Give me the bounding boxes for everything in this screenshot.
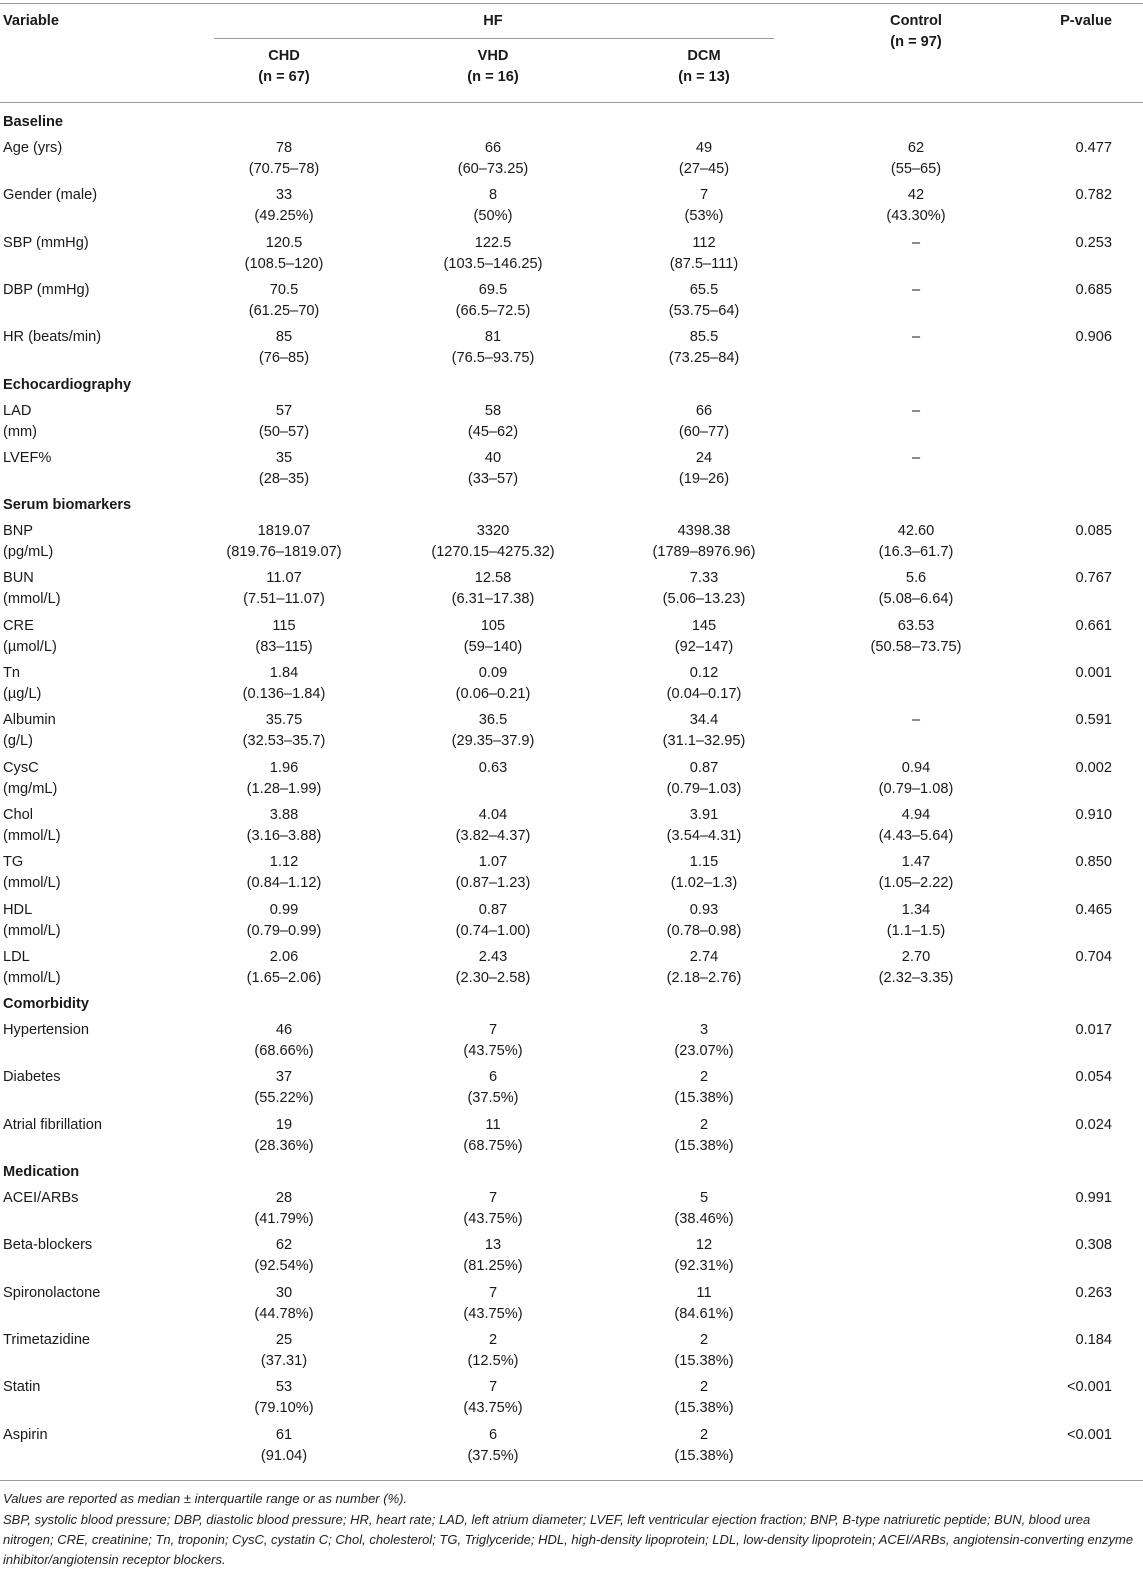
row-unit-label: (mg/mL) bbox=[3, 780, 58, 797]
cell-pvalue: 0.253 bbox=[1075, 234, 1112, 251]
cell-ctl-range: (50.58–73.75) bbox=[870, 638, 962, 655]
row-label: Tn bbox=[3, 665, 21, 681]
row-label: Gender (male) bbox=[3, 187, 98, 204]
cell-dcm-value: 11 bbox=[696, 1284, 712, 1301]
cell-pvalue: 0.263 bbox=[1075, 1284, 1112, 1301]
top-rule bbox=[0, 3, 1143, 4]
cell-dcm-range: (3.54–4.31) bbox=[666, 827, 742, 844]
cell-vhd-value: 7 bbox=[488, 1190, 498, 1206]
cell-dcm-value: 0.87 bbox=[689, 759, 719, 776]
cell-dcm-value: 2 bbox=[699, 1426, 709, 1443]
row-unit-label: (mmol/L) bbox=[3, 827, 61, 844]
cell-pvalue: 0.782 bbox=[1075, 187, 1112, 204]
row-label: ACEI/ARBs bbox=[3, 1190, 79, 1206]
cell-chd-range: (91.04) bbox=[260, 1447, 308, 1464]
cell-dcm-range: (38.46%) bbox=[674, 1211, 734, 1227]
cell-chd-value: 28 bbox=[275, 1190, 293, 1206]
row-label: Atrial fibrillation bbox=[3, 1116, 102, 1133]
cell-dcm-range: (19–26) bbox=[678, 470, 730, 487]
cell-dcm-range: (15.38%) bbox=[674, 1447, 734, 1464]
cell-chd-range: (108.5–120) bbox=[244, 255, 324, 272]
cell-chd-value: 25 bbox=[275, 1331, 293, 1348]
cell-chd-range: (70.75–78) bbox=[248, 161, 320, 177]
cell-chd-range: (7.51–11.07) bbox=[243, 591, 325, 608]
cell-dcm-value: 2.74 bbox=[689, 948, 719, 965]
cell-pvalue: 0.054 bbox=[1075, 1069, 1112, 1086]
cell-vhd-value: 7 bbox=[488, 1022, 498, 1039]
cell-vhd-range: (103.5–146.25) bbox=[443, 255, 543, 272]
cell-chd-value: 85 bbox=[275, 329, 293, 346]
cell-dcm-value: 66 bbox=[695, 402, 713, 419]
cell-vhd-range: (60–73.25) bbox=[457, 161, 529, 177]
cell-dcm-range: (53.75–64) bbox=[668, 302, 740, 319]
cell-ctl-value: 1.47 bbox=[901, 854, 931, 871]
cell-dcm-range: (0.79–1.03) bbox=[666, 780, 742, 797]
cell-pvalue: 0.308 bbox=[1075, 1237, 1112, 1254]
cell-chd-value: 78 bbox=[275, 140, 293, 156]
cell-ctl-value: – bbox=[911, 712, 921, 729]
row-unit-label: (pg/mL) bbox=[3, 544, 54, 561]
cell-chd-value: 30 bbox=[275, 1284, 293, 1301]
cell-dcm-range: (27–45) bbox=[678, 161, 730, 177]
cell-ctl-range: (0.79–1.08) bbox=[878, 780, 954, 797]
cell-dcm-value: 0.12 bbox=[689, 665, 719, 681]
cell-vhd-value: 6 bbox=[488, 1069, 498, 1086]
row-label: Chol bbox=[3, 806, 34, 823]
cell-vhd-value: 105 bbox=[480, 617, 506, 634]
cell-vhd-value: 0.09 bbox=[478, 665, 508, 681]
cell-chd-value: 120.5 bbox=[265, 234, 303, 251]
cell-vhd-value: 6 bbox=[488, 1426, 498, 1443]
section-heading: Baseline bbox=[3, 114, 64, 130]
row-unit-label: (mmol/L) bbox=[3, 922, 61, 939]
cell-chd-range: (61.25–70) bbox=[248, 302, 320, 319]
cell-chd-value: 1.96 bbox=[269, 759, 299, 776]
cell-dcm-range: (23.07%) bbox=[674, 1043, 734, 1060]
cell-dcm-range: (53%) bbox=[684, 208, 724, 225]
row-label: SBP (mmHg) bbox=[3, 234, 89, 251]
cell-chd-value: 19 bbox=[275, 1116, 293, 1133]
cell-dcm-range: (87.5–111) bbox=[669, 255, 739, 272]
cell-dcm-value: 4398.38 bbox=[677, 523, 731, 540]
cell-ctl-value: 42 bbox=[907, 187, 925, 204]
cell-pvalue: 0.591 bbox=[1075, 712, 1112, 729]
cell-ctl-value: 1.34 bbox=[901, 901, 931, 918]
cell-chd-range: (50–57) bbox=[258, 423, 310, 440]
cell-vhd-range: (43.75%) bbox=[463, 1400, 523, 1417]
row-unit-label: (g/L) bbox=[3, 733, 34, 750]
cell-ctl-value: 5.6 bbox=[905, 570, 927, 587]
row-label: DBP (mmHg) bbox=[3, 281, 90, 298]
cell-chd-range: (32.53–35.7) bbox=[242, 733, 326, 750]
cell-pvalue: 0.704 bbox=[1075, 948, 1112, 965]
cell-chd-range: (0.79–0.99) bbox=[246, 922, 322, 939]
cell-dcm-range: (1789–8976.96) bbox=[652, 544, 756, 561]
cell-dcm-value: 7.33 bbox=[689, 570, 719, 587]
row-unit-label: (µmol/L) bbox=[3, 638, 57, 655]
cell-chd-range: (28–35) bbox=[258, 470, 310, 487]
cell-dcm-range: (92–147) bbox=[674, 638, 734, 655]
cell-vhd-range: (0.06–0.21) bbox=[455, 686, 531, 702]
cell-chd-range: (44.78%) bbox=[254, 1305, 314, 1322]
row-label: Albumin bbox=[3, 712, 56, 729]
cell-vhd-value: 3320 bbox=[476, 523, 510, 540]
header-dcm-n: (n = 13) bbox=[678, 69, 730, 85]
row-label: CRE bbox=[3, 617, 34, 634]
cell-vhd-range: (6.31–17.38) bbox=[451, 591, 535, 608]
header-chd: CHD bbox=[268, 48, 300, 64]
cell-chd-value: 115 bbox=[272, 617, 296, 634]
cell-dcm-range: (73.25–84) bbox=[668, 350, 740, 367]
cell-chd-range: (41.79%) bbox=[254, 1211, 314, 1227]
cell-dcm-range: (84.61%) bbox=[674, 1305, 734, 1322]
row-unit-label: (mm) bbox=[3, 423, 38, 440]
cell-chd-range: (49.25%) bbox=[254, 208, 314, 225]
cell-dcm-range: (2.18–2.76) bbox=[666, 969, 742, 986]
cell-dcm-value: 7 bbox=[699, 187, 709, 204]
cell-chd-range: (79.10%) bbox=[254, 1400, 314, 1417]
cell-vhd-range: (68.75%) bbox=[463, 1137, 523, 1154]
cell-ctl-value: 4.94 bbox=[901, 806, 931, 823]
cell-vhd-value: 0.87 bbox=[478, 901, 508, 918]
cell-pvalue: 0.024 bbox=[1075, 1116, 1112, 1133]
cell-dcm-range: (15.38%) bbox=[674, 1137, 734, 1154]
section-heading: Medication bbox=[3, 1164, 80, 1180]
cell-pvalue: <0.001 bbox=[1066, 1379, 1112, 1396]
cell-vhd-range: (59–140) bbox=[463, 638, 523, 655]
cell-vhd-value: 7 bbox=[488, 1379, 498, 1396]
cell-pvalue: 0.477 bbox=[1075, 140, 1112, 156]
cell-chd-value: 1819.07 bbox=[257, 523, 311, 540]
cell-vhd-value: 8 bbox=[488, 187, 498, 204]
cell-dcm-value: 2 bbox=[699, 1069, 709, 1086]
cell-dcm-range: (15.38%) bbox=[674, 1352, 734, 1369]
cell-ctl-value: 63.53 bbox=[897, 617, 935, 634]
cell-chd-range: (819.76–1819.07) bbox=[226, 544, 342, 561]
cell-pvalue: 0.001 bbox=[1075, 665, 1112, 681]
cell-pvalue: 0.661 bbox=[1075, 617, 1112, 634]
cell-ctl-value: – bbox=[911, 281, 921, 298]
cell-vhd-range: (43.75%) bbox=[463, 1305, 523, 1322]
cell-ctl-range: (43.30%) bbox=[886, 208, 946, 225]
row-label: HR (beats/min) bbox=[3, 329, 102, 346]
header-bottom-rule bbox=[0, 102, 1143, 103]
hf-group-rule bbox=[214, 38, 774, 39]
cell-pvalue: 0.991 bbox=[1075, 1190, 1112, 1206]
cell-chd-value: 53 bbox=[275, 1379, 293, 1396]
cell-chd-value: 1.12 bbox=[269, 854, 299, 871]
cell-vhd-value: 11 bbox=[485, 1116, 501, 1133]
cell-vhd-range: (12.5%) bbox=[467, 1352, 519, 1369]
cell-vhd-range: (81.25%) bbox=[463, 1258, 523, 1275]
cell-ctl-value: – bbox=[911, 329, 921, 346]
row-label: Statin bbox=[3, 1379, 41, 1396]
row-unit-label: (µg/L) bbox=[3, 686, 42, 702]
cell-dcm-range: (1.02–1.3) bbox=[670, 875, 738, 892]
cell-dcm-range: (5.06–13.23) bbox=[662, 591, 746, 608]
bottom-rule bbox=[0, 1480, 1143, 1481]
cell-ctl-value: 42.60 bbox=[897, 523, 935, 540]
row-label: Diabetes bbox=[3, 1069, 61, 1086]
cell-vhd-value: 1.07 bbox=[478, 854, 508, 871]
section-heading: Serum biomarkers bbox=[3, 497, 132, 514]
cell-vhd-value: 2 bbox=[488, 1331, 498, 1348]
row-label: BNP bbox=[3, 523, 34, 540]
cell-chd-value: 0.99 bbox=[269, 901, 299, 918]
cell-dcm-value: 3 bbox=[699, 1022, 709, 1039]
cell-dcm-value: 2 bbox=[699, 1116, 709, 1133]
row-label: Beta-blockers bbox=[3, 1237, 93, 1254]
cell-chd-range: (0.84–1.12) bbox=[246, 875, 322, 892]
cell-chd-value: 35 bbox=[275, 449, 293, 466]
cell-pvalue: <0.001 bbox=[1066, 1426, 1112, 1443]
cell-dcm-value: 5 bbox=[699, 1190, 709, 1206]
cell-pvalue: 0.465 bbox=[1075, 901, 1112, 918]
cell-pvalue: 0.002 bbox=[1075, 759, 1112, 776]
cell-vhd-range: (2.30–2.58) bbox=[455, 969, 531, 986]
cell-vhd-value: 66 bbox=[484, 140, 502, 156]
cell-ctl-value: 2.70 bbox=[901, 948, 931, 965]
cell-vhd-value: 0.63 bbox=[478, 759, 508, 776]
header-control-n: (n = 97) bbox=[890, 34, 942, 50]
row-label: Hypertension bbox=[3, 1022, 89, 1039]
cell-pvalue: 0.906 bbox=[1075, 329, 1112, 346]
cell-chd-value: 61 bbox=[275, 1426, 293, 1443]
cell-vhd-value: 4.04 bbox=[478, 806, 508, 823]
cell-chd-value: 62 bbox=[275, 1237, 293, 1254]
cell-pvalue: 0.685 bbox=[1075, 281, 1112, 298]
cell-chd-value: 11.07 bbox=[266, 570, 302, 587]
cell-vhd-range: (76.5–93.75) bbox=[451, 350, 535, 367]
cell-chd-value: 1.84 bbox=[269, 665, 299, 681]
cell-vhd-range: (66.5–72.5) bbox=[455, 302, 531, 319]
cell-vhd-value: 122.5 bbox=[474, 234, 512, 251]
cell-chd-range: (92.54%) bbox=[254, 1258, 314, 1275]
cell-pvalue: 0.017 bbox=[1075, 1022, 1112, 1039]
cell-vhd-range: (37.5%) bbox=[467, 1447, 519, 1464]
cell-chd-range: (1.65–2.06) bbox=[246, 969, 322, 986]
cell-vhd-range: (43.75%) bbox=[463, 1211, 523, 1227]
cell-dcm-range: (60–77) bbox=[678, 423, 730, 440]
cell-dcm-range: (15.38%) bbox=[674, 1090, 734, 1107]
cell-vhd-value: 7 bbox=[488, 1284, 498, 1301]
cell-chd-value: 33 bbox=[275, 187, 293, 204]
cell-dcm-range: (92.31%) bbox=[674, 1258, 734, 1275]
cell-vhd-range: (50%) bbox=[473, 208, 513, 225]
cell-dcm-value: 2 bbox=[699, 1379, 709, 1396]
row-label: LVEF% bbox=[3, 449, 52, 466]
cell-chd-range: (68.66%) bbox=[254, 1043, 314, 1060]
cell-pvalue: 0.910 bbox=[1075, 806, 1112, 823]
row-label: HDL bbox=[3, 901, 33, 918]
cell-vhd-value: 12.58 bbox=[474, 570, 512, 587]
cell-ctl-range: (5.08–6.64) bbox=[878, 591, 954, 608]
cell-dcm-value: 49 bbox=[695, 140, 713, 156]
header-hf-group: HF bbox=[483, 13, 503, 29]
header-dcm: DCM bbox=[687, 48, 721, 64]
row-label: Trimetazidine bbox=[3, 1331, 91, 1348]
cell-dcm-range: (31.1–32.95) bbox=[662, 733, 746, 750]
cell-vhd-value: 81 bbox=[484, 329, 502, 346]
cell-ctl-value: – bbox=[911, 402, 921, 419]
header-control: Control bbox=[890, 13, 942, 29]
cell-vhd-range: (33–57) bbox=[467, 470, 519, 487]
cell-pvalue: 0.767 bbox=[1075, 570, 1112, 587]
section-heading: Comorbidity bbox=[3, 996, 89, 1013]
header-vhd: VHD bbox=[477, 48, 509, 64]
cell-chd-value: 57 bbox=[275, 402, 293, 419]
cell-ctl-value: 0.94 bbox=[901, 759, 931, 776]
cell-dcm-value: 12 bbox=[695, 1237, 713, 1254]
cell-chd-range: (3.16–3.88) bbox=[246, 827, 322, 844]
cell-chd-value: 46 bbox=[275, 1022, 293, 1039]
row-unit-label: (mmol/L) bbox=[3, 591, 61, 608]
cell-vhd-range: (1270.15–4275.32) bbox=[431, 544, 555, 561]
cell-vhd-range: (45–62) bbox=[467, 423, 519, 440]
cell-chd-range: (83–115) bbox=[255, 638, 313, 655]
cell-ctl-range: (4.43–5.64) bbox=[878, 827, 954, 844]
row-label: CysC bbox=[3, 759, 39, 776]
cell-vhd-value: 58 bbox=[484, 402, 502, 419]
cell-vhd-range: (3.82–4.37) bbox=[455, 827, 531, 844]
cell-ctl-value: 62 bbox=[907, 140, 925, 156]
cell-vhd-value: 40 bbox=[484, 449, 502, 466]
row-label: Aspirin bbox=[3, 1426, 48, 1443]
cell-dcm-range: (15.38%) bbox=[674, 1400, 734, 1417]
cell-ctl-range: (2.32–3.35) bbox=[878, 969, 954, 986]
cell-dcm-value: 0.93 bbox=[689, 901, 719, 918]
cell-dcm-value: 24 bbox=[695, 449, 713, 466]
cell-chd-range: (28.36%) bbox=[254, 1137, 314, 1154]
cell-dcm-value: 34.4 bbox=[689, 712, 719, 729]
cell-ctl-value: – bbox=[911, 449, 921, 466]
cell-dcm-value: 1.15 bbox=[689, 854, 719, 871]
row-unit-label: (mmol/L) bbox=[3, 875, 61, 892]
row-label: LDL bbox=[3, 948, 30, 965]
cell-dcm-value: 3.91 bbox=[689, 806, 719, 823]
row-label: TG bbox=[3, 854, 24, 871]
cell-pvalue: 0.184 bbox=[1075, 1331, 1112, 1348]
cell-vhd-value: 69.5 bbox=[478, 281, 508, 298]
cell-dcm-value: 112 bbox=[692, 234, 716, 251]
cell-vhd-range: (43.75%) bbox=[463, 1043, 523, 1060]
footnote-abbreviations: SBP, systolic blood pressure; DBP, diastolic blood pressure; HR, heart rate; LAD, left atrium diameter; LVEF, left ventricular ejection fraction; BNP, B-type natriuretic peptide; BUN, blood urea nitrogen; CRE, creatinine; Tn, troponin; CysC, cystatin C; Chol, cholesterol; TG, Triglyceride; HDL, high-density lipoprotein; LDL, low-density lipoprotein; ACEI/ARBs, angiotensin-converting enzyme inhibitor/angiotensin receptor blockers. bbox=[3, 1511, 1134, 1567]
cell-chd-value: 70.5 bbox=[269, 281, 299, 298]
cell-dcm-range: (0.78–0.98) bbox=[666, 922, 742, 939]
row-label: Spironolactone bbox=[3, 1284, 101, 1301]
cell-chd-value: 3.88 bbox=[269, 806, 299, 823]
cell-chd-range: (55.22%) bbox=[254, 1090, 314, 1107]
cell-chd-value: 2.06 bbox=[269, 948, 299, 965]
cell-dcm-value: 2 bbox=[699, 1331, 709, 1348]
cell-chd-value: 37 bbox=[275, 1069, 293, 1086]
cell-vhd-range: (29.35–37.9) bbox=[451, 733, 535, 750]
header-chd-n: (n = 67) bbox=[258, 69, 310, 85]
cell-chd-range: (1.28–1.99) bbox=[246, 780, 322, 797]
cell-ctl-range: (55–65) bbox=[890, 161, 942, 177]
cell-chd-range: (76–85) bbox=[258, 350, 310, 367]
cell-vhd-range: (37.5%) bbox=[467, 1090, 519, 1107]
cell-dcm-range: (0.04–0.17) bbox=[666, 686, 742, 702]
header-pvalue: P-value bbox=[1060, 13, 1112, 29]
cell-dcm-value: 85.5 bbox=[689, 329, 719, 346]
row-label: Age (yrs) bbox=[3, 140, 63, 156]
header-vhd-n: (n = 16) bbox=[467, 69, 519, 85]
footnote-values: Values are reported as median ± interquartile range or as number (%). bbox=[3, 1490, 408, 1506]
cell-ctl-value: – bbox=[911, 234, 921, 251]
cell-vhd-range: (0.74–1.00) bbox=[455, 922, 531, 939]
cell-ctl-range: (1.05–2.22) bbox=[878, 875, 954, 892]
cell-vhd-value: 13 bbox=[484, 1237, 502, 1254]
cell-vhd-value: 36.5 bbox=[478, 712, 508, 729]
cell-vhd-range: (0.87–1.23) bbox=[455, 875, 531, 892]
row-unit-label: (mmol/L) bbox=[3, 969, 61, 986]
cell-vhd-value: 2.43 bbox=[478, 948, 508, 965]
cell-dcm-value: 145 bbox=[691, 617, 717, 634]
cell-chd-range: (0.136–1.84) bbox=[242, 686, 326, 702]
cell-chd-value: 35.75 bbox=[265, 712, 303, 729]
cell-pvalue: 0.085 bbox=[1075, 523, 1112, 540]
row-label: BUN bbox=[3, 570, 34, 587]
header-variable: Variable bbox=[3, 13, 59, 29]
cell-chd-range: (37.31) bbox=[260, 1352, 308, 1369]
cell-dcm-value: 65.5 bbox=[689, 281, 719, 298]
cell-ctl-range: (1.1–1.5) bbox=[886, 922, 946, 939]
row-label: LAD bbox=[3, 402, 32, 419]
section-heading: Echocardiography bbox=[3, 376, 132, 393]
cell-ctl-range: (16.3–61.7) bbox=[878, 544, 954, 561]
cell-pvalue: 0.850 bbox=[1075, 854, 1112, 871]
